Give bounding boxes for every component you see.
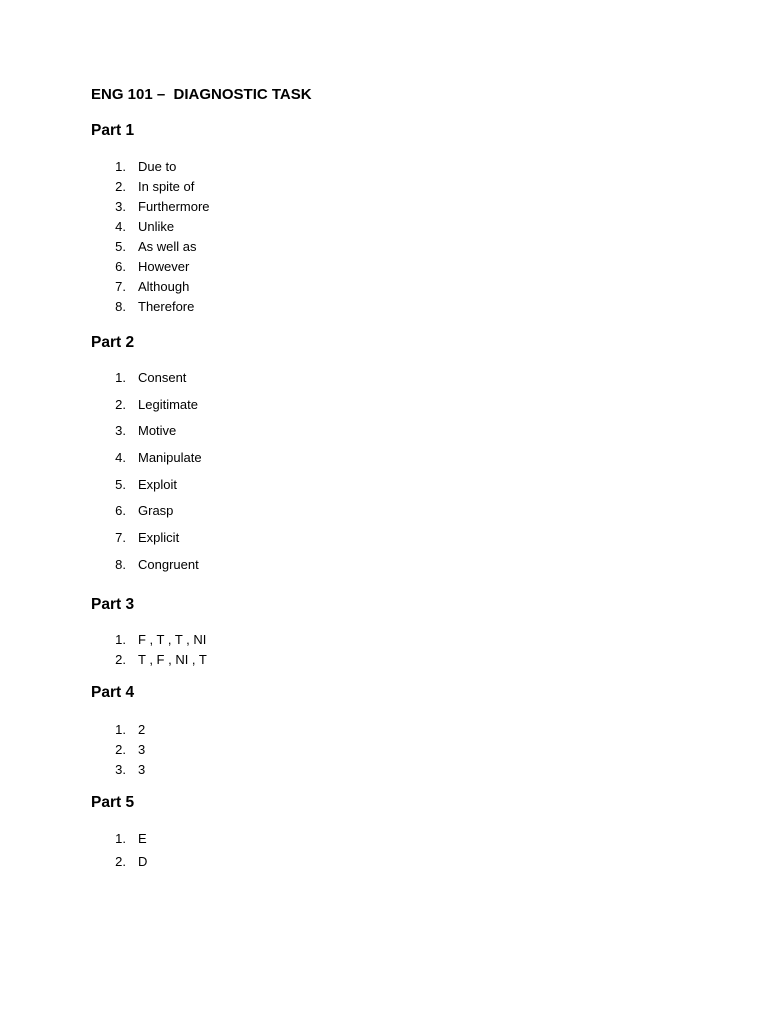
part-4-heading: Part 4 bbox=[91, 684, 135, 701]
part-1-heading: Part 1 bbox=[91, 122, 135, 139]
item-number: 6. bbox=[115, 259, 126, 274]
item-text: Motive bbox=[138, 423, 177, 439]
item-number: 5. bbox=[115, 476, 126, 492]
document-title: ENG 101 – DIAGNOSTIC TASK bbox=[91, 86, 312, 103]
item-text: Due to bbox=[138, 159, 177, 174]
item-text: However bbox=[138, 259, 190, 274]
item-text: 3 bbox=[138, 762, 146, 777]
item-number: 8. bbox=[115, 556, 126, 572]
item-text: F , T , T , NI bbox=[138, 632, 207, 647]
item-number: 2. bbox=[115, 742, 126, 757]
item-text: In spite of bbox=[138, 179, 195, 194]
part-2-heading: Part 2 bbox=[91, 334, 135, 351]
item-number: 1. bbox=[115, 159, 126, 174]
item-text: 2 bbox=[138, 722, 146, 737]
item-number: 6. bbox=[115, 503, 126, 519]
item-number: 1. bbox=[115, 370, 126, 385]
item-text: T , F , NI , T bbox=[138, 652, 207, 667]
item-text: Manipulate bbox=[138, 450, 202, 466]
item-number: 8. bbox=[115, 299, 126, 314]
item-text: Unlike bbox=[138, 219, 175, 234]
item-text: Furthermore bbox=[138, 199, 210, 214]
item-number: 2. bbox=[115, 854, 126, 869]
item-text: Congruent bbox=[138, 556, 199, 572]
item-number: 2. bbox=[115, 652, 126, 667]
item-number: 7. bbox=[115, 279, 126, 294]
item-number: 3. bbox=[115, 762, 126, 777]
item-number: 3. bbox=[115, 199, 126, 214]
item-number: 1. bbox=[115, 632, 126, 647]
item-text: Therefore bbox=[138, 299, 195, 314]
item-text: As well as bbox=[138, 239, 197, 254]
item-text: Explicit bbox=[138, 530, 180, 546]
item-number: 1. bbox=[115, 722, 126, 737]
item-text: Grasp bbox=[138, 503, 174, 519]
item-number: 1. bbox=[115, 831, 126, 846]
item-number: 3. bbox=[115, 423, 126, 439]
item-text: E bbox=[138, 831, 147, 846]
item-text: Legitimate bbox=[138, 396, 198, 412]
item-text: Exploit bbox=[138, 476, 178, 492]
item-number: 5. bbox=[115, 239, 126, 254]
part-3-heading: Part 3 bbox=[91, 596, 135, 613]
item-text: Although bbox=[138, 279, 190, 294]
item-text: Consent bbox=[138, 370, 187, 385]
item-number: 4. bbox=[115, 219, 126, 234]
part-5-heading: Part 5 bbox=[91, 794, 135, 811]
item-text: D bbox=[138, 854, 148, 869]
item-number: 2. bbox=[115, 179, 126, 194]
item-number: 4. bbox=[115, 450, 126, 466]
item-number: 7. bbox=[115, 530, 126, 546]
item-text: 3 bbox=[138, 742, 146, 757]
item-number: 2. bbox=[115, 396, 126, 412]
